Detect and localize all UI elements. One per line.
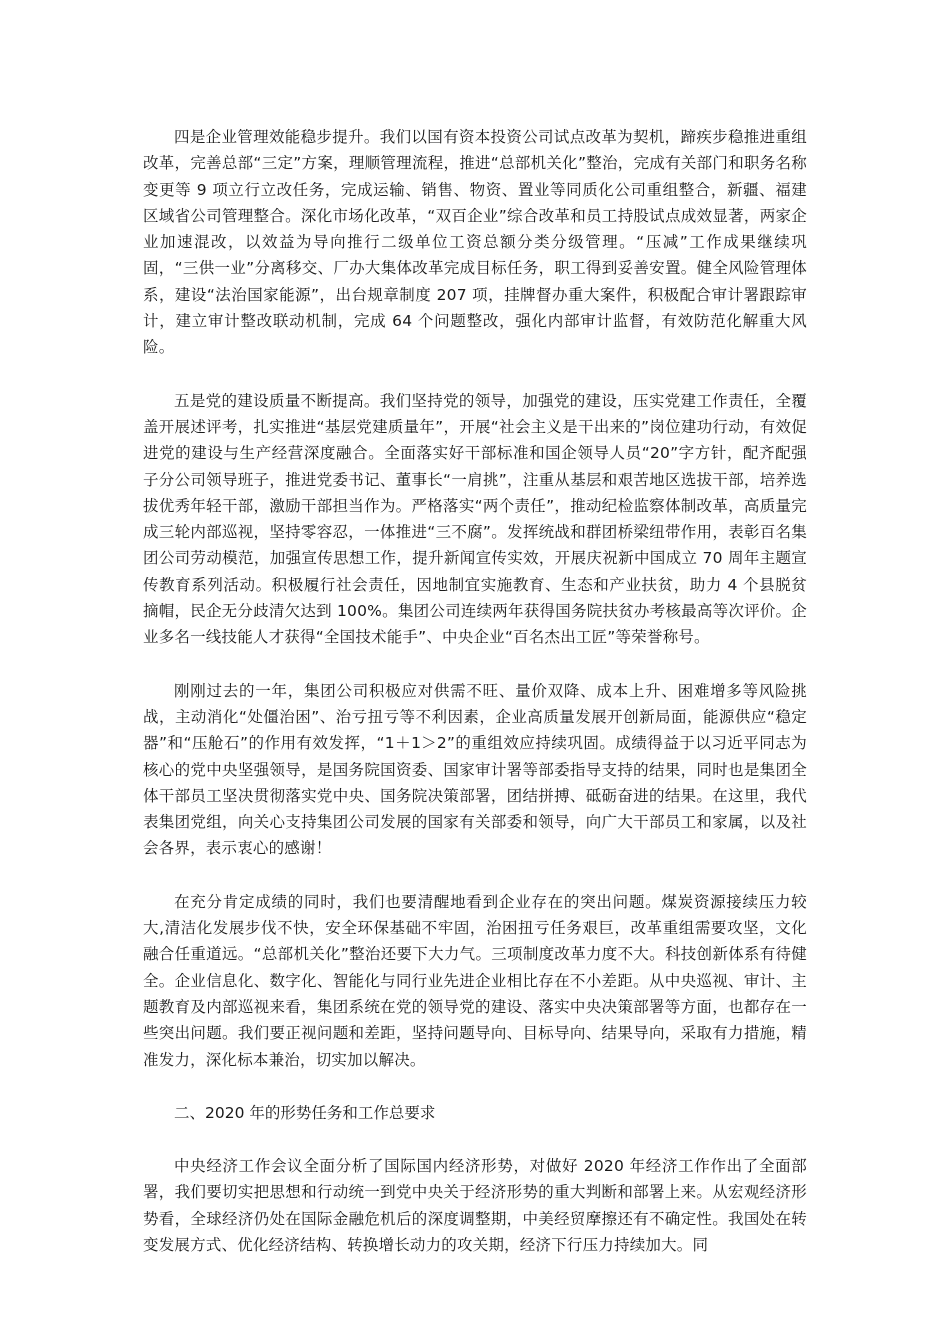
paragraph-gap — [143, 1126, 807, 1153]
paragraph-past-year-summary: 刚刚过去的一年，集团公司积极应对供需不旺、量价双降、成本上升、困难增多等风险挑战，主动消化“处僵治困”、治亏扭亏等不利因素，企业高质量发展开创新局面，能源供应“稳定器”和“压舱石”的作用有效发挥，“1＋1＞2”的重组效应持续巩固。成绩得益于以习近平同志为核心的党中央坚强领导，是国务院国资委、国家审计署等部委指导支持的结果，同时也是集团全体干部员工坚决贯彻落实党中央、国务院决策部署，团结拼搏、砥砺奋进的结果。在这里，我代表集团党组，向关心支持集团公司发展的国家有关部委和领导，向广大干部员工和家属，以及社会各界，表示衷心的感谢！ — [143, 681, 807, 858]
paragraph-economic-situation: 中央经济工作会议全面分析了国际国内经济形势，对做好 2020 年经济工作作出了全面部署，我们要切实把思想和行动统一到党中央关于经济形势的重大判断和部署上来。从宏观经济形势看，全球经济仍处在国际金融危机后的深度调整期，中美经贸摩擦还有不确定性。我国处在转变发展方式、优化经济结构、转换增长动力的攻关期，经济下行压力持续加大。同 — [143, 1157, 807, 1254]
paragraph-problems: 在充分肯定成绩的同时，我们也要清醒地看到企业存在的突出问题。煤炭资源接续压力较大,清洁化发展步伐不快，安全环保基础不牢固，治困扭亏任务艰巨，改革重组需要攻坚，文化融合任重道远。“总部机关化”整治还要下大力气。三项制度改革力度不大。科技创新体系有待健全。企业信息化、数字化、智能化与同行业先进企业相比存在不小差距。从中央巡视、审计、主题教育及内部巡视来看，集团系统在党的领导党的建设、落实中央决策部署等方面，也都存在一些突出问题。我们要正视问题和差距，坚持问题导向、目标导向、结果导向，采取有力措施，精准发力，深化标本兼治，切实加以解决。 — [143, 892, 807, 1069]
paragraph-party-building: 五是党的建设质量不断提高。我们坚持党的领导，加强党的建设，压实党建工作责任，全覆盖开展述评考，扎实推进“基层党建质量年”，开展“社会主义是干出来的”岗位建功行动，有效促进党的建设与生产经营深度融合。全面落实好干部标准和国企领导人员“20”字方针，配齐配强子分公司领导班子，推进党委书记、董事长“一肩挑”，注重从基层和艰苦地区选拔干部，培养选拔优秀年轻干部，激励干部担当作为。严格落实“两个责任”，推动纪检监察体制改革，高质量完成三轮内部巡视，坚持零容忍，一体推进“三不腐”。发挥统战和群团桥梁纽带作用，表彰百名集团公司劳动模范，加强宣传思想工作，提升新闻宣传实效，开展庆祝新中国成立 70 周年主题宣传教育系列活动。积极履行社会责任，因地制宜实施教育、生态和产业扶贫，助力 4 个县脱贫摘帽，民企无分歧清欠达到 100%。集团公司连续两年获得国务院扶贫办考核最高等次评价。企业多名一线技能人才获得“全国技术能手”、中央企业“百名杰出工匠”等荣誉称号。 — [143, 391, 807, 647]
document-body — [143, 124, 807, 1258]
paragraph-gap — [143, 862, 807, 889]
section-heading: 二、2020 年的形势任务和工作总要求 — [174, 1103, 436, 1122]
paragraph-gap — [143, 361, 807, 388]
paragraph-enterprise-management: 四是企业管理效能稳步提升。我们以国有资本投资公司试点改革为契机，蹄疾步稳推进重组改革，完善总部“三定”方案，理顺管理流程，推进“总部机关化”整治，完成有关部门和职务名称变更等 9 项立行立改任务，完成运输、销售、物资、置业等同质化公司重组整合，新疆、福建区域省公司管理整合。深化市场化改革，“双百企业”综合改革和员工持股试点成效显著，两家企业加速混改，以效益为导向推行二级单位工资总额分类分级管理。“压减”工作成果继续巩固，“三供一业”分离移交、厂办大集体改革完成目标任务，职工得到妥善安置。健全风险管理体系，建设“法治国家能源”，出台规章制度 207 项，挂牌督办重大案件，积极配合审计署跟踪审计，建立审计整改联动机制，完成 64 个问题整改，强化内部审计监督，有效防范化解重大风险。 — [143, 128, 807, 357]
paragraph-gap — [143, 651, 807, 678]
paragraph-gap — [143, 1073, 807, 1100]
